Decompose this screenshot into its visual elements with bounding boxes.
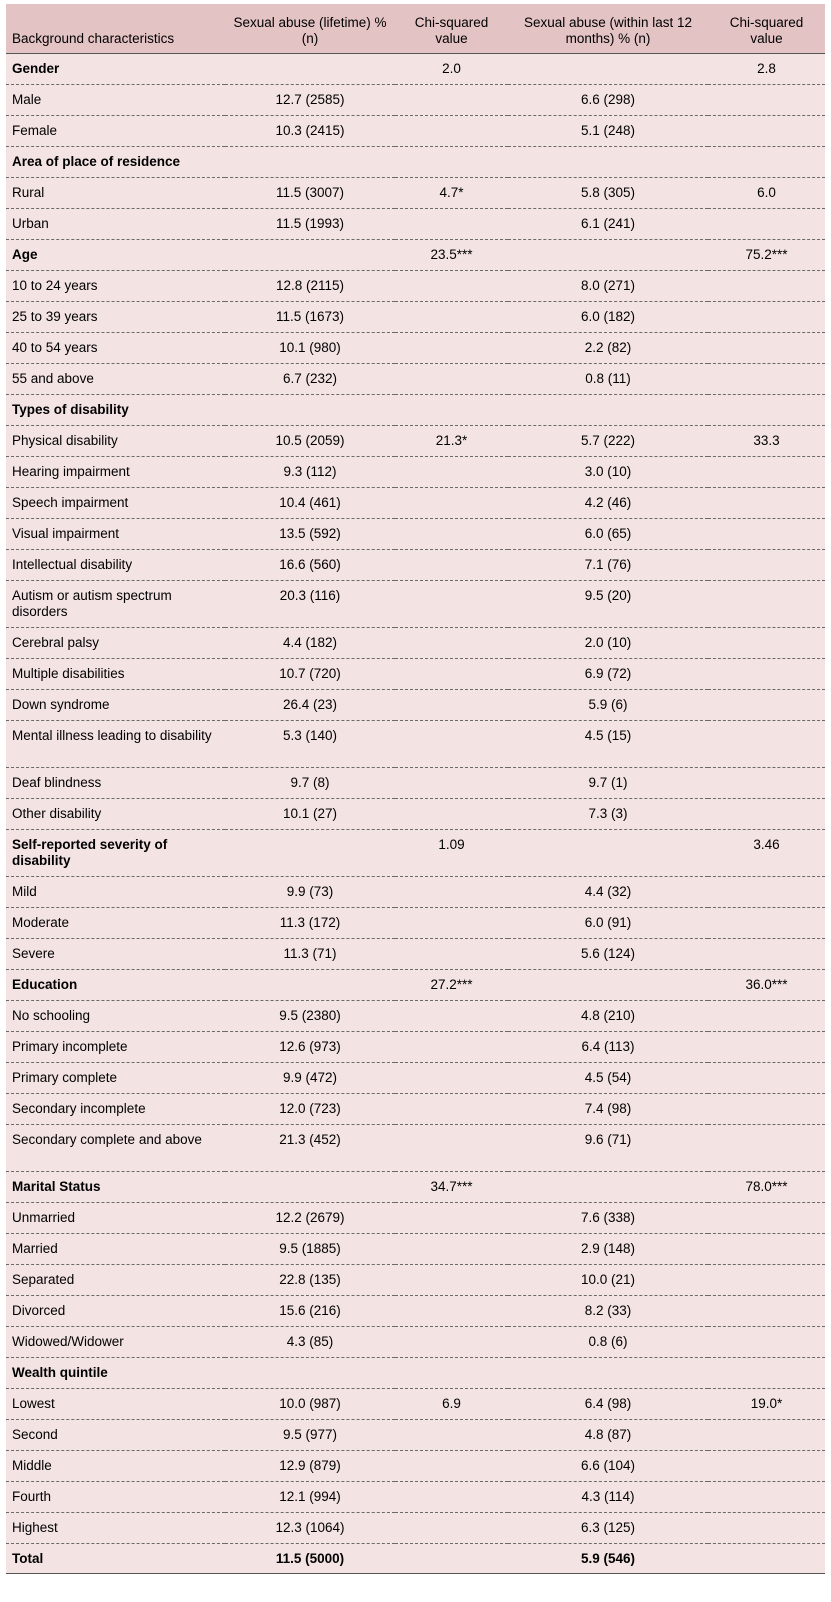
chi-lifetime: 34.7***: [395, 1171, 508, 1202]
recent-value: 0.8 (6): [508, 1326, 708, 1357]
lifetime-value: 12.6 (973): [225, 1031, 395, 1062]
recent-value: 5.7 (222): [508, 425, 708, 456]
table-row: [6, 1264, 825, 1295]
group-row: [6, 969, 825, 1000]
lifetime-value: 12.7 (2585): [225, 84, 395, 115]
table-row: [6, 876, 825, 907]
chi-recent: 33.3: [708, 425, 825, 456]
row-label: Married: [6, 1233, 225, 1264]
header-recent: Sexual abuse (within last 12 months) % (n): [508, 4, 708, 53]
row-label: Mild: [6, 876, 225, 907]
recent-value: 5.6 (124): [508, 938, 708, 969]
lifetime-value: 9.5 (1885): [225, 1233, 395, 1264]
lifetime-value: 13.5 (592): [225, 518, 395, 549]
table-row: [6, 301, 825, 332]
header-row: [6, 4, 825, 53]
lifetime-value: 4.3 (85): [225, 1326, 395, 1357]
recent-value: 2.9 (148): [508, 1233, 708, 1264]
row-label: Primary complete: [6, 1062, 225, 1093]
table-row: [6, 518, 825, 549]
header-chi-lifetime: Chi-squared value: [395, 4, 508, 53]
lifetime-value: 10.4 (461): [225, 487, 395, 518]
group-row: [6, 239, 825, 270]
row-label: Male: [6, 84, 225, 115]
row-label: Highest: [6, 1512, 225, 1543]
group-row: [6, 146, 825, 177]
table-row: [6, 1326, 825, 1357]
table-row: [6, 767, 825, 798]
table-row: [6, 363, 825, 394]
lifetime-value: 5.3 (140): [225, 720, 395, 767]
row-label: Widowed/Widower: [6, 1326, 225, 1357]
recent-value: 6.4 (113): [508, 1031, 708, 1062]
table-row: [6, 487, 825, 518]
lifetime-value: 15.6 (216): [225, 1295, 395, 1326]
chi-lifetime: 2.0: [395, 53, 508, 84]
row-label: 40 to 54 years: [6, 332, 225, 363]
recent-value: 6.0 (182): [508, 301, 708, 332]
recent-value: 6.1 (241): [508, 208, 708, 239]
lifetime-value: 6.7 (232): [225, 363, 395, 394]
table-row: [6, 332, 825, 363]
lifetime-value: 21.3 (452): [225, 1124, 395, 1171]
table-row: [6, 580, 825, 627]
table-row: [6, 720, 825, 767]
group-label: Self-reported severity of disability: [6, 829, 225, 876]
lifetime-value: 9.3 (112): [225, 456, 395, 487]
group-row: [6, 53, 825, 84]
group-label: Types of disability: [6, 394, 225, 425]
recent-value: 8.0 (271): [508, 270, 708, 301]
recent-value: 7.3 (3): [508, 798, 708, 829]
lifetime-value: 16.6 (560): [225, 549, 395, 580]
chi-lifetime: 23.5***: [395, 239, 508, 270]
lifetime-value: 11.3 (172): [225, 907, 395, 938]
recent-value: 5.9 (6): [508, 689, 708, 720]
table-row: [6, 270, 825, 301]
row-label: No schooling: [6, 1000, 225, 1031]
lifetime-value: 9.7 (8): [225, 767, 395, 798]
lifetime-value: 11.5 (1993): [225, 208, 395, 239]
table-row: [6, 1295, 825, 1326]
chi-recent: 6.0: [708, 177, 825, 208]
lifetime-value: 12.2 (2679): [225, 1202, 395, 1233]
table-body: [6, 53, 825, 1573]
recent-value: 9.6 (71): [508, 1124, 708, 1171]
group-label: Age: [6, 239, 225, 270]
recent-value: 6.9 (72): [508, 658, 708, 689]
row-label: Cerebral palsy: [6, 627, 225, 658]
recent-value: 9.5 (20): [508, 580, 708, 627]
row-label: 25 to 39 years: [6, 301, 225, 332]
table-row: [6, 1419, 825, 1450]
total-label: Total: [6, 1543, 225, 1573]
chi-lifetime: 6.9: [395, 1388, 508, 1419]
recent-value: 6.0 (91): [508, 907, 708, 938]
table-row: [6, 1233, 825, 1264]
chi-recent: 36.0***: [708, 969, 825, 1000]
lifetime-value: 10.1 (27): [225, 798, 395, 829]
group-label: Education: [6, 969, 225, 1000]
recent-value: 5.8 (305): [508, 177, 708, 208]
lifetime-value: 10.5 (2059): [225, 425, 395, 456]
chi-recent: 75.2***: [708, 239, 825, 270]
table-row: [6, 627, 825, 658]
table-row: [6, 1062, 825, 1093]
row-label: 10 to 24 years: [6, 270, 225, 301]
lifetime-total: 11.5 (5000): [225, 1543, 395, 1573]
lifetime-value: 10.7 (720): [225, 658, 395, 689]
lifetime-value: 22.8 (135): [225, 1264, 395, 1295]
lifetime-value: 11.3 (71): [225, 938, 395, 969]
row-label: 55 and above: [6, 363, 225, 394]
recent-value: 7.4 (98): [508, 1093, 708, 1124]
chi-recent: 78.0***: [708, 1171, 825, 1202]
row-label: Rural: [6, 177, 225, 208]
table-row: [6, 1481, 825, 1512]
header-lifetime: Sexual abuse (lifetime) % (n): [225, 4, 395, 53]
lifetime-value: 12.3 (1064): [225, 1512, 395, 1543]
chi-lifetime: 4.7*: [395, 177, 508, 208]
row-label: Down syndrome: [6, 689, 225, 720]
recent-value: 4.8 (87): [508, 1419, 708, 1450]
recent-value: 4.2 (46): [508, 487, 708, 518]
group-row: [6, 1357, 825, 1388]
header-chi-recent: Chi-squared value: [708, 4, 825, 53]
table-row: [6, 115, 825, 146]
recent-value: 4.5 (15): [508, 720, 708, 767]
table-row: [6, 1202, 825, 1233]
group-label: Gender: [6, 53, 225, 84]
row-label: Deaf blindness: [6, 767, 225, 798]
row-label: Severe: [6, 938, 225, 969]
lifetime-value: 9.9 (73): [225, 876, 395, 907]
recent-total: 5.9 (546): [508, 1543, 708, 1573]
recent-value: 8.2 (33): [508, 1295, 708, 1326]
row-label: Unmarried: [6, 1202, 225, 1233]
row-label: Lowest: [6, 1388, 225, 1419]
chi-lifetime: 21.3*: [395, 425, 508, 456]
table-row: [6, 938, 825, 969]
group-label: Marital Status: [6, 1171, 225, 1202]
lifetime-value: 20.3 (116): [225, 580, 395, 627]
chi-lifetime: 27.2***: [395, 969, 508, 1000]
table-row: [6, 177, 825, 208]
lifetime-value: 12.1 (994): [225, 1481, 395, 1512]
table-row: [6, 549, 825, 580]
row-label: Autism or autism spectrum disorders: [6, 580, 225, 627]
lifetime-value: 10.3 (2415): [225, 115, 395, 146]
row-label: Primary incomplete: [6, 1031, 225, 1062]
chi-recent: 19.0*: [708, 1388, 825, 1419]
row-label: Urban: [6, 208, 225, 239]
recent-value: 7.6 (338): [508, 1202, 708, 1233]
lifetime-value: 4.4 (182): [225, 627, 395, 658]
table-row: [6, 907, 825, 938]
chi-recent: 2.8: [708, 53, 825, 84]
recent-value: 2.2 (82): [508, 332, 708, 363]
recent-value: 4.5 (54): [508, 1062, 708, 1093]
row-label: Visual impairment: [6, 518, 225, 549]
recent-value: 2.0 (10): [508, 627, 708, 658]
table-row: [6, 456, 825, 487]
recent-value: 6.4 (98): [508, 1388, 708, 1419]
recent-value: 6.0 (65): [508, 518, 708, 549]
row-label: Mental illness leading to disability: [6, 720, 225, 767]
recent-value: 0.8 (11): [508, 363, 708, 394]
lifetime-value: 10.0 (987): [225, 1388, 395, 1419]
table-row: [6, 1388, 825, 1419]
group-row: [6, 394, 825, 425]
table-row: [6, 658, 825, 689]
lifetime-value: 26.4 (23): [225, 689, 395, 720]
table-row: [6, 798, 825, 829]
recent-value: 6.6 (104): [508, 1450, 708, 1481]
recent-value: 4.3 (114): [508, 1481, 708, 1512]
table-row: [6, 1031, 825, 1062]
table-row: [6, 84, 825, 115]
recent-value: 6.6 (298): [508, 84, 708, 115]
row-label: Second: [6, 1419, 225, 1450]
chi-recent: 3.46: [708, 829, 825, 876]
recent-value: 5.1 (248): [508, 115, 708, 146]
recent-value: 7.1 (76): [508, 549, 708, 580]
group-row: [6, 1171, 825, 1202]
row-label: Other disability: [6, 798, 225, 829]
row-label: Divorced: [6, 1295, 225, 1326]
row-label: Moderate: [6, 907, 225, 938]
row-label: Speech impairment: [6, 487, 225, 518]
table-row: [6, 425, 825, 456]
row-label: Intellectual disability: [6, 549, 225, 580]
lifetime-value: 12.9 (879): [225, 1450, 395, 1481]
recent-value: 4.4 (32): [508, 876, 708, 907]
table-row: [6, 1450, 825, 1481]
row-label: Secondary incomplete: [6, 1093, 225, 1124]
row-label: Separated: [6, 1264, 225, 1295]
row-label: Female: [6, 115, 225, 146]
table-row: [6, 1000, 825, 1031]
row-label: Secondary complete and above: [6, 1124, 225, 1171]
abuse-table: [6, 4, 825, 1574]
table-row: [6, 208, 825, 239]
total-row: [6, 1543, 825, 1573]
lifetime-value: 9.9 (472): [225, 1062, 395, 1093]
row-label: Fourth: [6, 1481, 225, 1512]
lifetime-value: 9.5 (977): [225, 1419, 395, 1450]
header-background: Background characteristics: [6, 4, 225, 53]
row-label: Hearing impairment: [6, 456, 225, 487]
lifetime-value: 10.1 (980): [225, 332, 395, 363]
group-row: [6, 829, 825, 876]
lifetime-value: 9.5 (2380): [225, 1000, 395, 1031]
lifetime-value: 12.0 (723): [225, 1093, 395, 1124]
recent-value: 4.8 (210): [508, 1000, 708, 1031]
chi-lifetime: 1.09: [395, 829, 508, 876]
recent-value: 9.7 (1): [508, 767, 708, 798]
table-row: [6, 1512, 825, 1543]
lifetime-value: 11.5 (3007): [225, 177, 395, 208]
group-label: Wealth quintile: [6, 1357, 225, 1388]
table-row: [6, 1093, 825, 1124]
lifetime-value: 12.8 (2115): [225, 270, 395, 301]
lifetime-value: 11.5 (1673): [225, 301, 395, 332]
row-label: Physical disability: [6, 425, 225, 456]
table-row: [6, 689, 825, 720]
recent-value: 6.3 (125): [508, 1512, 708, 1543]
recent-value: 10.0 (21): [508, 1264, 708, 1295]
group-label: Area of place of residence: [6, 146, 225, 177]
row-label: Multiple disabilities: [6, 658, 225, 689]
table-row: [6, 1124, 825, 1171]
recent-value: 3.0 (10): [508, 456, 708, 487]
row-label: Middle: [6, 1450, 225, 1481]
